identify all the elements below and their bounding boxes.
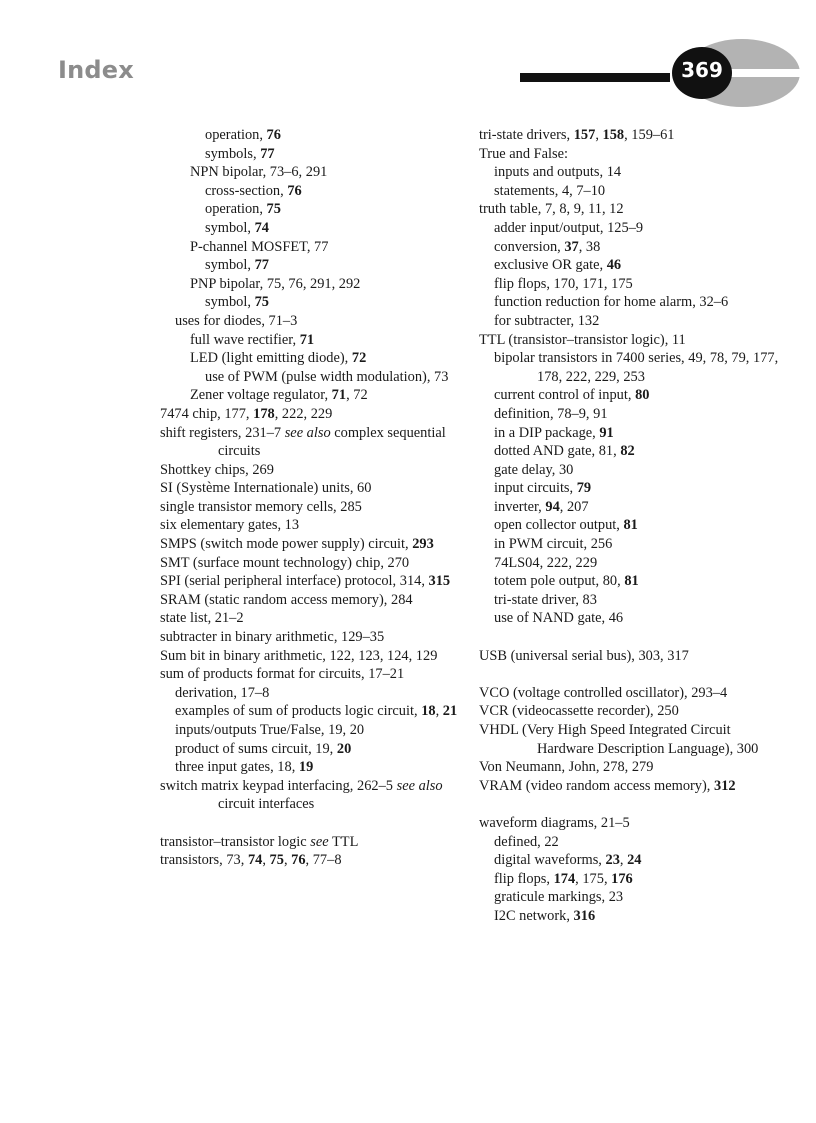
- index-entry: [479, 479, 779, 498]
- entry-text: conversion,: [494, 238, 565, 255]
- entry-text: input circuits,: [494, 480, 577, 497]
- index-entry: [160, 777, 470, 814]
- entry-text: SRAM (static random access memory), 284: [160, 591, 413, 608]
- page-number: 369: [681, 58, 723, 82]
- entry-text: switch matrix keypad interfacing, 262–5: [160, 777, 397, 794]
- bold-page-ref: 71: [299, 331, 315, 348]
- entry-text: , 222, 229: [274, 405, 333, 422]
- index-entry: [479, 275, 779, 294]
- bold-page-ref: 74: [254, 219, 269, 236]
- folio-ornament-icon: [520, 38, 800, 108]
- bold-page-ref: 82: [620, 443, 635, 460]
- entry-text: operation,: [205, 127, 267, 143]
- entry-text: shift registers, 231–7: [160, 424, 285, 441]
- index-entry: [479, 535, 779, 554]
- index-entry: [479, 888, 779, 907]
- index-entry: [479, 833, 779, 852]
- index-entry: [160, 516, 470, 535]
- entry-text: in PWM circuit, 256: [494, 536, 613, 553]
- cross-reference-term: see also: [396, 777, 443, 794]
- index-entry: [160, 368, 470, 387]
- entry-text: Sum bit in binary arithmetic, 122, 123, 124, 129: [160, 647, 438, 664]
- entry-text: , 77–8: [305, 852, 342, 869]
- entry-text: for subtracter, 132: [494, 312, 600, 329]
- page-number-badge: [520, 38, 800, 108]
- bold-page-ref: 77: [254, 257, 269, 274]
- index-entry: [479, 609, 779, 628]
- index-entry: [160, 145, 470, 164]
- index-entry: [160, 405, 470, 424]
- entry-text: SPI (serial peripheral interface) protocol, 314,: [160, 573, 429, 590]
- bold-page-ref: 158: [602, 127, 625, 143]
- bold-page-ref: 94: [545, 498, 560, 515]
- entry-text: waveform diagrams, 21–5: [479, 814, 630, 831]
- entry-text: ,: [619, 852, 628, 869]
- entry-text: digital waveforms,: [494, 852, 606, 869]
- bold-page-ref: 72: [351, 350, 367, 367]
- bold-page-ref: 20: [336, 740, 352, 757]
- index-entry: [160, 349, 470, 368]
- index-entry: [160, 554, 470, 573]
- index-entry: [479, 145, 779, 164]
- entry-text: SMT (surface mount technology) chip, 270: [160, 554, 410, 571]
- entry-text: dotted AND gate, 81,: [494, 443, 621, 460]
- entry-text: 74LS04, 222, 229: [494, 554, 598, 571]
- index-entry: [479, 647, 779, 666]
- entry-text: bipolar transistors in 7400 series, 49, 78, 79, 177, 178, 222, 229, 253: [494, 350, 779, 385]
- index-entry: [160, 628, 470, 647]
- index-entry: [479, 572, 779, 591]
- bold-page-ref: 316: [573, 907, 596, 924]
- entry-text: transistors, 73,: [160, 852, 248, 869]
- entry-text: Von Neumann, John, 278, 279: [479, 759, 654, 776]
- bold-page-ref: 176: [611, 870, 633, 887]
- entry-text: exclusive OR gate,: [494, 257, 607, 274]
- index-entry: [160, 163, 470, 182]
- bold-page-ref: 21: [442, 703, 458, 720]
- index-entry: [479, 461, 779, 480]
- entry-text: function reduction for home alarm, 32–6: [494, 294, 729, 311]
- entry-text: transistor–transistor logic: [160, 833, 311, 850]
- entry-text: LED (light emitting diode),: [190, 350, 352, 367]
- entry-text: inputs and outputs, 14: [494, 164, 622, 181]
- index-entry: [160, 721, 470, 740]
- index-entry: [479, 702, 779, 721]
- entry-text: PNP bipolar, 75, 76, 291, 292: [190, 275, 361, 292]
- entry-text: cross-section,: [205, 182, 288, 199]
- entry-text: graticule markings, 23: [494, 889, 624, 906]
- index-entry: [479, 293, 779, 312]
- entry-text: sum of products format for circuits, 17–21: [160, 666, 405, 683]
- index-entry: [479, 907, 779, 926]
- bold-page-ref: 46: [606, 257, 622, 274]
- entry-text: gate delay, 30: [494, 461, 574, 478]
- index-entry: [160, 851, 470, 870]
- entry-text: P-channel MOSFET, 77: [190, 238, 329, 255]
- index-entry: [479, 777, 779, 796]
- entry-text: circuit interfaces: [218, 796, 315, 813]
- bold-page-ref: 75: [269, 852, 284, 869]
- index-entry: [160, 424, 470, 461]
- entry-text: derivation, 17–8: [175, 684, 270, 701]
- bold-page-ref: 24: [627, 852, 642, 869]
- index-entry: [160, 684, 470, 703]
- index-entry: [479, 331, 779, 350]
- bold-page-ref: 74: [247, 852, 263, 869]
- entry-text: product of sums circuit, 19,: [175, 740, 337, 757]
- index-entry: [479, 554, 779, 573]
- bold-page-ref: 76: [287, 182, 302, 199]
- entry-text: ,: [595, 127, 603, 143]
- index-entry: [479, 238, 779, 257]
- bold-page-ref: 174: [553, 870, 576, 887]
- entry-text: tri-state drivers,: [479, 127, 574, 143]
- index-entry: [479, 163, 779, 182]
- bold-page-ref: 76: [266, 127, 281, 143]
- entry-text: VHDL (Very High Speed Integrated Circuit Hardware Description Language), 300: [479, 722, 759, 757]
- bold-page-ref: 75: [254, 294, 269, 311]
- entry-text: full wave rectifier,: [190, 331, 300, 348]
- entry-text: VCO (voltage controlled oscillator), 293–4: [479, 684, 728, 701]
- index-entry: [479, 851, 779, 870]
- index-entry: [160, 386, 470, 405]
- entry-text: flip flops,: [494, 870, 554, 887]
- entry-text: ,: [283, 852, 292, 869]
- entry-text: in a DIP package,: [494, 424, 600, 441]
- index-entry: [479, 442, 779, 461]
- index-entry: [160, 275, 470, 294]
- bold-page-ref: 91: [599, 424, 614, 441]
- entry-text: defined, 22: [494, 833, 559, 850]
- entry-text: , 38: [578, 238, 601, 255]
- index-entry: [160, 758, 470, 777]
- bold-page-ref: 315: [428, 573, 451, 590]
- entry-text: TTL (transistor–transistor logic), 11: [479, 331, 686, 348]
- index-entry: [160, 479, 470, 498]
- entry-text: USB (universal serial bus), 303, 317: [479, 647, 689, 664]
- entry-text: inverter,: [494, 498, 546, 515]
- entry-text: Zener voltage regulator,: [190, 387, 332, 404]
- bold-page-ref: 81: [623, 517, 638, 534]
- index-entry: [479, 219, 779, 238]
- index-entry: [479, 182, 779, 201]
- index-entry: [479, 386, 779, 405]
- index-entry: [160, 609, 470, 628]
- bold-page-ref: 19: [298, 759, 314, 776]
- entry-text: tri-state driver, 83: [494, 591, 597, 608]
- index-entry: [160, 461, 470, 480]
- entry-text: Shottkey chips, 269: [160, 461, 274, 478]
- bold-page-ref: 178: [253, 405, 275, 422]
- bold-page-ref: 37: [564, 238, 579, 255]
- index-entry: [479, 498, 779, 517]
- entry-text: uses for diodes, 71–3: [175, 312, 298, 329]
- index-entry: [479, 516, 779, 535]
- index-entry: [479, 126, 779, 145]
- index-entry: [160, 591, 470, 610]
- index-column-left: [160, 126, 470, 870]
- entry-text: flip flops, 170, 171, 175: [494, 275, 633, 292]
- bold-page-ref: 312: [714, 777, 736, 794]
- index-entry: [160, 740, 470, 759]
- entry-text: VRAM (video random access memory),: [479, 777, 714, 794]
- bold-page-ref: 23: [605, 852, 620, 869]
- page-title: Index: [58, 56, 134, 84]
- entry-text: three input gates, 18,: [175, 759, 299, 776]
- bold-page-ref: 75: [266, 201, 281, 218]
- index-entry: [160, 702, 470, 721]
- entry-text: state list, 21–2: [160, 610, 244, 627]
- bold-page-ref: 79: [576, 480, 592, 497]
- index-entry: [160, 833, 470, 852]
- entry-text: current control of input,: [494, 387, 636, 404]
- entry-text: examples of sum of products logic circuit,: [175, 703, 422, 720]
- index-entry: [479, 424, 779, 443]
- entry-text: six elementary gates, 13: [160, 517, 300, 534]
- bold-page-ref: 18: [421, 703, 436, 720]
- entry-text: , 72: [346, 387, 368, 404]
- bold-page-ref: 80: [635, 387, 650, 404]
- bold-page-ref: 77: [260, 145, 275, 162]
- entry-text: SI (Système Internationale) units, 60: [160, 480, 372, 497]
- entry-text: True and False:: [479, 145, 569, 162]
- entry-text: inputs/outputs True/False, 19, 20: [175, 722, 365, 738]
- index-entry: [160, 331, 470, 350]
- index-entry: [160, 498, 470, 517]
- index-entry: [479, 200, 779, 219]
- index-entry: [479, 312, 779, 331]
- index-entry: [479, 721, 779, 758]
- index-entry: [479, 870, 779, 889]
- entry-text: single transistor memory cells, 285: [160, 498, 362, 515]
- index-entry: [160, 126, 470, 145]
- bold-page-ref: 157: [573, 127, 596, 143]
- entry-text: VCR (videocassette recorder), 250: [479, 703, 679, 720]
- index-entry: [479, 405, 779, 424]
- index-entry: [160, 200, 470, 219]
- bold-page-ref: 81: [624, 573, 639, 590]
- entry-text: symbol,: [205, 257, 255, 274]
- entry-text: 7474 chip, 177,: [160, 405, 254, 422]
- index-entry: [479, 591, 779, 610]
- index-entry: [160, 182, 470, 201]
- entry-text: symbol,: [205, 294, 255, 311]
- index-entry: [160, 535, 470, 554]
- entry-text: , 159–61: [624, 127, 675, 143]
- entry-text: symbols,: [205, 145, 261, 162]
- index-entry: [479, 758, 779, 777]
- entry-text: operation,: [205, 201, 267, 218]
- index-entry: [160, 572, 470, 591]
- index-column-right: [479, 126, 779, 926]
- entry-text: use of PWM (pulse width modulation), 73: [205, 368, 449, 385]
- index-entry: [160, 647, 470, 666]
- index-entry: [160, 256, 470, 275]
- index-entry: [479, 684, 779, 703]
- entry-text: NPN bipolar, 73–6, 291: [190, 164, 328, 181]
- index-entry: [160, 665, 470, 684]
- index-entry: [160, 238, 470, 257]
- entry-text: ,: [435, 703, 443, 720]
- entry-text: , 207: [559, 498, 589, 515]
- bold-page-ref: 76: [291, 852, 306, 869]
- entry-text: complex sequential circuits: [218, 424, 446, 460]
- cross-reference-term: see: [310, 833, 329, 850]
- index-entry: [160, 219, 470, 238]
- index-entry: [479, 349, 779, 386]
- entry-text: definition, 78–9, 91: [494, 405, 608, 422]
- bold-page-ref: 293: [412, 536, 434, 553]
- index-entry: [479, 814, 779, 833]
- entry-text: adder input/output, 125–9: [494, 219, 644, 236]
- index-entry: [160, 293, 470, 312]
- entry-text: ,: [262, 852, 270, 869]
- entry-text: , 175,: [575, 870, 612, 887]
- cross-reference-term: see also: [284, 424, 331, 441]
- entry-text: subtracter in binary arithmetic, 129–35: [160, 629, 385, 646]
- entry-text: totem pole output, 80,: [494, 573, 625, 590]
- entry-text: SMPS (switch mode power supply) circuit,: [160, 536, 413, 553]
- entry-text: statements, 4, 7–10: [494, 182, 606, 199]
- entry-text: open collector output,: [494, 517, 624, 534]
- bold-page-ref: 71: [331, 387, 347, 404]
- index-entry: [479, 256, 779, 275]
- index-entry: [160, 312, 470, 331]
- entry-text: I2C network,: [494, 907, 574, 924]
- entry-text: use of NAND gate, 46: [494, 610, 624, 627]
- entry-text: TTL: [328, 833, 359, 850]
- entry-text: truth table, 7, 8, 9, 11, 12: [479, 201, 624, 218]
- entry-text: symbol,: [205, 219, 255, 236]
